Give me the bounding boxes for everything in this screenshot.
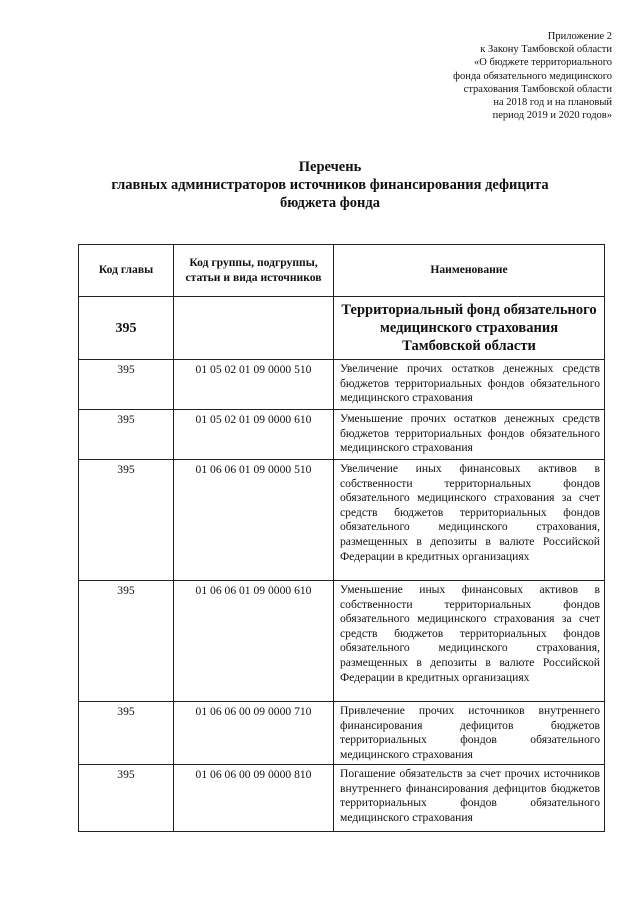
administrators-table (78, 244, 605, 832)
table-row-main (79, 297, 605, 360)
cell-chapter: 395 (79, 460, 174, 581)
cell-name: Территориальный фонд обязательного медицинского страхования Тамбовской области (334, 297, 605, 360)
table-row (79, 460, 605, 581)
cell-code: 01 05 02 01 09 0000 610 (174, 410, 334, 460)
title-line: главных администраторов источников финансирования дефицита (111, 177, 549, 193)
appendix-line: страхования Тамбовской области (463, 83, 612, 95)
cell-chapter: 395 (79, 765, 174, 832)
cell-name: Уменьшение иных финансовых активов в собственности территориальных фондов обязательного медицинского страхования за счет средств бюджетов территориальных фондов обязательного медицинского страхования, размещенных в депозиты в валюте Российской Федерации в кредитных организациях (334, 581, 605, 702)
cell-code: 01 06 06 00 09 0000 810 (174, 765, 334, 832)
table-row (79, 765, 605, 832)
cell-chapter: 395 (79, 410, 174, 460)
cell-chapter: 395 (79, 581, 174, 702)
cell-name: Уменьшение прочих остатков денежных средств бюджетов территориальных фондов обязательного медицинского страхования (334, 410, 605, 460)
header-name: Наименование (334, 245, 605, 297)
header-group: Код группы, подгруппы, статьи и вида источников (174, 245, 334, 297)
cell-code: 01 06 06 01 09 0000 510 (174, 460, 334, 581)
table-row (79, 581, 605, 702)
appendix-note (392, 30, 612, 122)
cell-code: 01 06 06 01 09 0000 610 (174, 581, 334, 702)
cell-name: Увеличение прочих остатков денежных средств бюджетов территориальных фондов обязательного медицинского страхования (334, 360, 605, 410)
cell-code: 01 05 02 01 09 0000 510 (174, 360, 334, 410)
appendix-line: «О бюджете территориального (474, 57, 612, 69)
appendix-line: к Закону Тамбовской области (480, 44, 612, 56)
cell-name: Привлечение прочих источников внутреннего финансирования дефицитов бюджетов территориальных фондов обязательного медицинского страхования (334, 702, 605, 765)
appendix-line: период 2019 и 2020 годов» (492, 110, 612, 122)
table-row (79, 702, 605, 765)
cell-code: 01 06 06 00 09 0000 710 (174, 702, 334, 765)
cell-name: Увеличение иных финансовых активов в собственности территориальных фондов обязательного медицинского страхования за счет средств бюджетов территориальных фондов обязательного медицинского страхования, размещенных в депозиты в валюте Российской Федерации в кредитных организациях (334, 460, 605, 581)
cell-chapter: 395 (79, 360, 174, 410)
title-line: бюджета фонда (280, 195, 380, 211)
table-header-row (79, 245, 605, 297)
table-row (79, 360, 605, 410)
appendix-line: Приложение 2 (547, 31, 612, 42)
cell-chapter: 395 (79, 702, 174, 765)
title-line: Перечень (298, 159, 362, 175)
cell-name: Погашение обязательств за счет прочих источников внутреннего финансирования дефицитов бюджетов территориальных фондов обязательного медицинского страхования (334, 765, 605, 832)
cell-code (174, 297, 334, 360)
appendix-line: фонда обязательного медицинского (453, 70, 612, 82)
appendix-line: на 2018 год и на плановый (493, 97, 612, 109)
cell-chapter: 395 (79, 297, 174, 360)
header-chapter: Код главы (79, 245, 174, 297)
table-row (79, 410, 605, 460)
document-title (60, 158, 600, 212)
